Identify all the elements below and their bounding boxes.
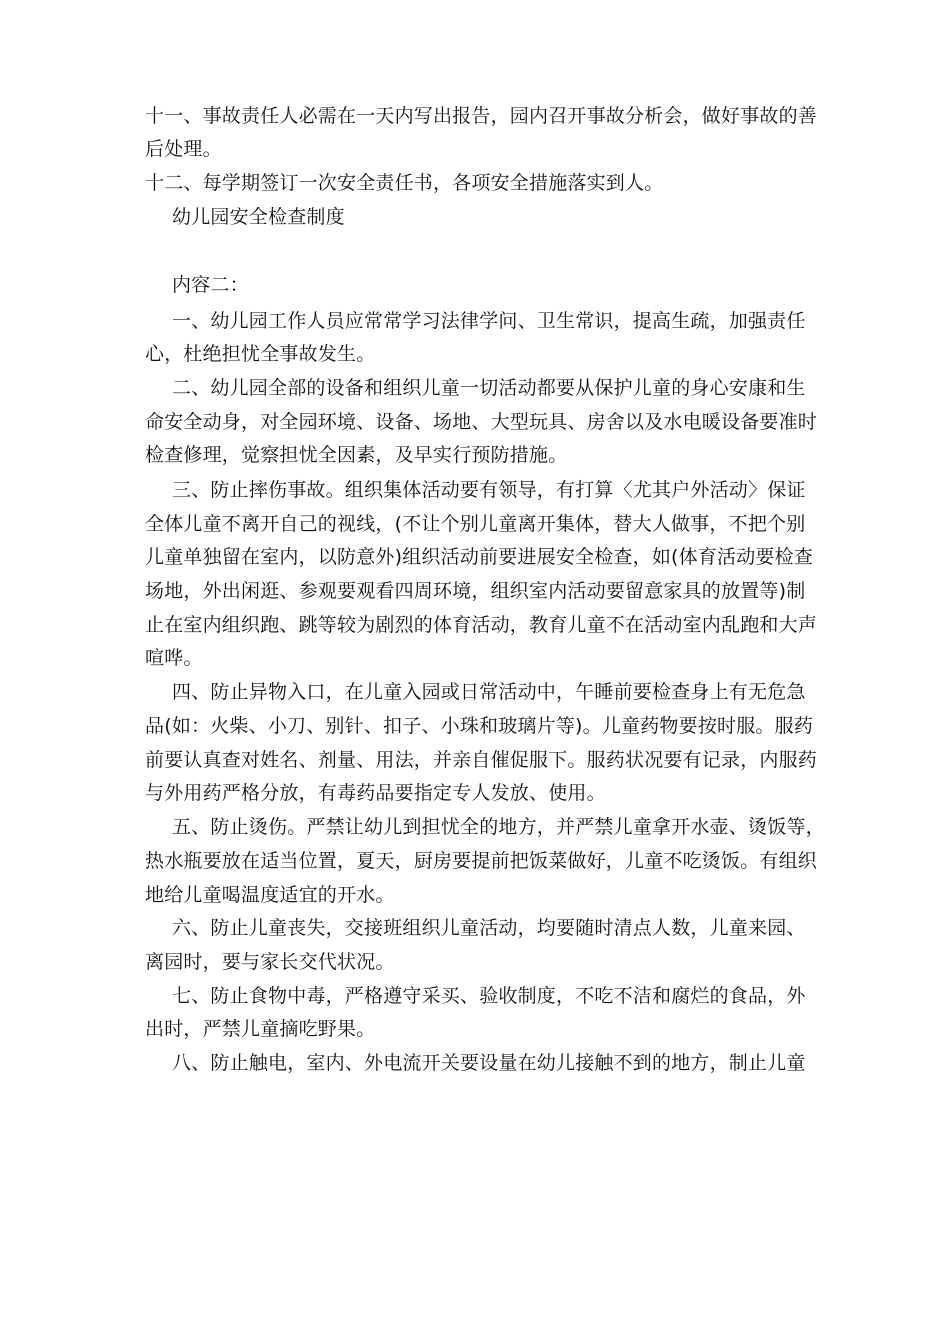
text-line: 心，杜绝担忧全事故发生。 [145,343,376,365]
text-line: 后处理。 [145,138,222,160]
text-line: 与外用药严格分放，有毒药品要指定专人发放、使用。 [145,782,606,804]
section-heading: 幼儿园安全检查制度 [172,206,345,228]
paragraph-start: 八、防止触电，室内、外电流开关要设量在幼儿接触不到的地方，制止儿童 [172,1052,806,1074]
text-line: 前要认真查对姓名、剂量、用法，并亲自催促服下。服药状况要有记录，内服药 [145,749,818,771]
text-line: 地给儿童喝温度适宜的开水。 [145,884,395,906]
text-line: 场地，外出闲逛、参观要观看四周环境，组织室内活动要留意家具的放置等)制 [145,580,806,602]
text-line: 喧哗。 [145,647,203,669]
text-line: 儿童单独留在室内，以防意外)组织活动前要进展安全检查，如(体育活动要检查 [145,546,814,568]
text-line: 出时，严禁儿童摘吃野果。 [145,1018,376,1040]
paragraph-start: 四、防止异物入口，在儿童入园或日常活动中，午睡前要检查身上有无危急 [172,681,806,703]
paragraph-start: 五、防止烫伤。严禁让幼儿到担忧全的地方，并严禁儿童拿开水壶、烫饭等， [172,816,825,838]
paragraph-start: 七、防止食物中毒，严格遵守采买、验收制度，不吃不洁和腐烂的食品，外 [172,985,806,1007]
text-line: 十二、每学期签订一次安全责任书，各项安全措施落实到人。 [145,172,664,194]
text-line: 全体儿童不离开自己的视线，(不让个别儿童离开集体，替大人做事，不把个别 [145,513,806,535]
text-line: 十一、事故责任人必需在一天内写出报告，园内召开事故分析会，做好事故的善 [145,105,818,127]
text-line: 品(如：火柴、小刀、别针、扣子、小珠和玻璃片等)。儿童药物要按时服。服药 [145,715,814,737]
text-line: 检查修理，觉察担忧全因素，及早实行预防措施。 [145,444,568,466]
paragraph-start: 一、幼儿园工作人员应常常学习法律学问、卫生常识，提高生疏，加强责任 [172,310,806,332]
paragraph-start: 三、防止摔伤事故。组织集体活动要有领导，有打算〈尤其户外活动〉保证 [172,479,806,501]
paragraph-start: 二、幼儿园全部的设备和组织儿童一切活动都要从保护儿童的身心安康和生 [172,377,806,399]
text-line: 热水瓶要放在适当位置，夏天，厨房要提前把饭菜做好，儿童不吃烫饭。有组织 [145,850,818,872]
text-line: 止在室内组织跑、跳等较为剧烈的体育活动，教育儿童不在活动室内乱跑和大声 [145,614,818,636]
text-line: 离园时，要与家长交代状况。 [145,951,395,973]
text-line: 命安全动身，对全园环境、设备、场地、大型玩具、房舍以及水电暖设备要准时 [145,411,818,433]
subheading: 内容二： [172,274,249,296]
paragraph-start: 六、防止儿童丧失，交接班组织儿童活动，均要随时清点人数，儿童来园、 [172,917,806,939]
